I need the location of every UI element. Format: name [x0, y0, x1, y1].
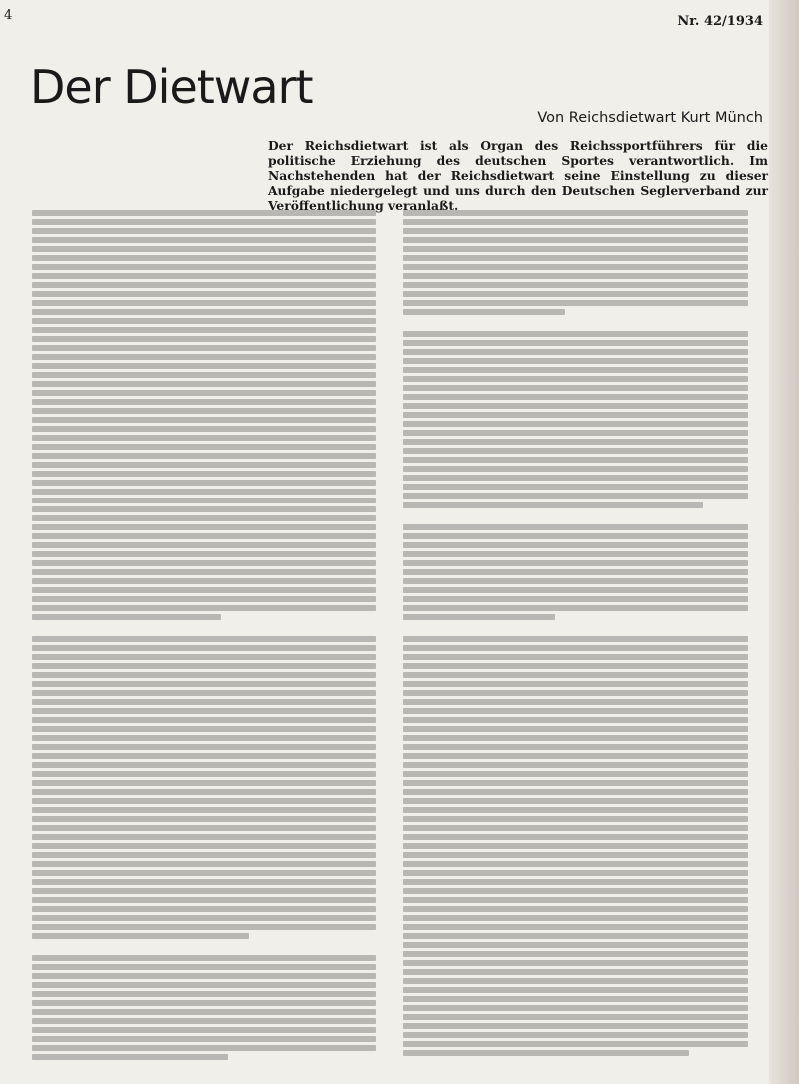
text-line-placeholder	[403, 385, 748, 391]
text-line-placeholder	[32, 210, 376, 216]
text-line-placeholder	[32, 1054, 228, 1060]
text-line-placeholder	[32, 381, 376, 387]
text-line-placeholder	[403, 717, 748, 723]
text-line-placeholder	[32, 291, 376, 297]
text-line-placeholder	[32, 933, 249, 939]
text-line-placeholder	[32, 605, 376, 611]
paragraph-gap	[403, 623, 748, 633]
text-line-placeholder	[403, 273, 748, 279]
text-line-placeholder	[32, 390, 376, 396]
text-line-placeholder	[403, 924, 748, 930]
text-line-placeholder	[32, 587, 376, 593]
text-line-placeholder	[403, 412, 748, 418]
text-line-placeholder	[32, 255, 376, 261]
text-line-placeholder	[403, 255, 748, 261]
text-line-placeholder	[403, 484, 748, 490]
text-line-placeholder	[403, 951, 748, 957]
text-line-placeholder	[32, 578, 376, 584]
text-line-placeholder	[32, 690, 376, 696]
issue-number: Nr. 42/1934	[677, 14, 763, 29]
text-line-placeholder	[403, 587, 748, 593]
text-line-placeholder	[403, 596, 748, 602]
text-line-placeholder	[403, 726, 748, 732]
text-line-placeholder	[32, 1027, 376, 1033]
text-line-placeholder	[32, 372, 376, 378]
text-line-placeholder	[32, 282, 376, 288]
text-line-placeholder	[403, 645, 748, 651]
text-line-placeholder	[403, 897, 748, 903]
text-line-placeholder	[32, 444, 376, 450]
text-line-placeholder	[32, 345, 376, 351]
text-line-placeholder	[403, 502, 703, 508]
text-line-placeholder	[32, 726, 376, 732]
text-line-placeholder	[403, 1032, 748, 1038]
text-line-placeholder	[403, 421, 748, 427]
text-line-placeholder	[403, 789, 748, 795]
text-line-placeholder	[403, 744, 748, 750]
text-line-placeholder	[32, 408, 376, 414]
text-line-placeholder	[403, 798, 748, 804]
text-line-placeholder	[32, 363, 376, 369]
text-line-placeholder	[32, 300, 376, 306]
text-line-placeholder	[403, 699, 748, 705]
text-line-placeholder	[32, 219, 376, 225]
text-line-placeholder	[32, 897, 376, 903]
text-line-placeholder	[32, 924, 376, 930]
paragraph-gap	[403, 318, 748, 328]
text-line-placeholder	[403, 987, 748, 993]
text-line-placeholder	[403, 605, 748, 611]
text-line-placeholder	[403, 394, 748, 400]
text-line-placeholder	[403, 264, 748, 270]
text-line-placeholder	[32, 264, 376, 270]
text-line-placeholder	[403, 807, 748, 813]
text-line-placeholder	[403, 825, 748, 831]
text-line-placeholder	[32, 489, 376, 495]
text-line-placeholder	[403, 282, 748, 288]
text-line-placeholder	[403, 533, 748, 539]
text-line-placeholder	[32, 663, 376, 669]
lead-paragraph: Der Reichsdietwart ist als Organ des Reichssportführers für die politische Erziehung des deutschen Sportes verantwortlich. Im Nachstehenden hat der Reichsdietwart seine Einstellung zu dieser Aufgabe niedergelegt und uns durch den Deutschen Seglerverband zur Veröffentlichung veranlaßt.	[268, 138, 768, 213]
text-line-placeholder	[403, 834, 748, 840]
text-line-placeholder	[403, 493, 748, 499]
text-line-placeholder	[32, 991, 376, 997]
text-line-placeholder	[403, 681, 748, 687]
text-line-placeholder	[32, 228, 376, 234]
text-line-placeholder	[403, 762, 748, 768]
byline: Von Reichsdietwart Kurt Münch	[537, 110, 763, 126]
text-line-placeholder	[403, 228, 748, 234]
text-line-placeholder	[403, 888, 748, 894]
text-line-placeholder	[403, 843, 748, 849]
text-line-placeholder	[403, 1005, 748, 1011]
text-line-placeholder	[32, 1045, 376, 1051]
text-line-placeholder	[403, 403, 748, 409]
text-line-placeholder	[32, 654, 376, 660]
text-line-placeholder	[403, 708, 748, 714]
text-line-placeholder	[403, 753, 748, 759]
text-line-placeholder	[403, 960, 748, 966]
text-line-placeholder	[32, 870, 376, 876]
text-line-placeholder	[403, 816, 748, 822]
text-line-placeholder	[32, 471, 376, 477]
text-line-placeholder	[403, 246, 748, 252]
text-line-placeholder	[403, 551, 748, 557]
text-line-placeholder	[403, 915, 748, 921]
text-line-placeholder	[403, 430, 748, 436]
text-line-placeholder	[403, 210, 748, 216]
text-line-placeholder	[32, 1009, 376, 1015]
text-line-placeholder	[32, 336, 376, 342]
page-number: 4	[4, 8, 13, 23]
paragraph-gap	[32, 942, 376, 952]
text-line-placeholder	[403, 219, 748, 225]
body-column-left	[32, 210, 376, 1060]
text-line-placeholder	[32, 542, 376, 548]
text-line-placeholder	[32, 753, 376, 759]
text-line-placeholder	[403, 542, 748, 548]
text-line-placeholder	[403, 1050, 689, 1056]
text-line-placeholder	[403, 349, 748, 355]
text-line-placeholder	[32, 825, 376, 831]
text-line-placeholder	[32, 735, 376, 741]
text-line-placeholder	[403, 448, 748, 454]
text-line-placeholder	[403, 300, 748, 306]
text-line-placeholder	[32, 309, 376, 315]
text-line-placeholder	[32, 645, 376, 651]
text-line-placeholder	[403, 560, 748, 566]
text-line-placeholder	[32, 789, 376, 795]
text-line-placeholder	[32, 973, 376, 979]
text-line-placeholder	[403, 614, 555, 620]
text-line-placeholder	[403, 331, 748, 337]
text-line-placeholder	[32, 672, 376, 678]
text-line-placeholder	[32, 596, 376, 602]
text-line-placeholder	[403, 340, 748, 346]
text-line-placeholder	[403, 1041, 748, 1047]
text-line-placeholder	[32, 426, 376, 432]
text-line-placeholder	[32, 498, 376, 504]
text-line-placeholder	[32, 964, 376, 970]
text-line-placeholder	[32, 915, 376, 921]
text-line-placeholder	[403, 654, 748, 660]
text-line-placeholder	[32, 798, 376, 804]
text-line-placeholder	[32, 852, 376, 858]
text-line-placeholder	[32, 435, 376, 441]
text-line-placeholder	[403, 861, 748, 867]
text-line-placeholder	[32, 246, 376, 252]
text-line-placeholder	[32, 681, 376, 687]
text-line-placeholder	[32, 453, 376, 459]
text-line-placeholder	[403, 358, 748, 364]
text-line-placeholder	[32, 237, 376, 243]
text-line-placeholder	[32, 614, 221, 620]
text-line-placeholder	[403, 1014, 748, 1020]
text-line-placeholder	[403, 978, 748, 984]
text-line-placeholder	[32, 524, 376, 530]
text-line-placeholder	[403, 996, 748, 1002]
text-line-placeholder	[32, 569, 376, 575]
text-line-placeholder	[32, 780, 376, 786]
text-line-placeholder	[32, 417, 376, 423]
text-line-placeholder	[32, 1036, 376, 1042]
text-line-placeholder	[403, 942, 748, 948]
text-line-placeholder	[32, 480, 376, 486]
text-line-placeholder	[403, 309, 565, 315]
text-line-placeholder	[32, 560, 376, 566]
text-line-placeholder	[32, 1000, 376, 1006]
text-line-placeholder	[32, 861, 376, 867]
text-line-placeholder	[403, 466, 748, 472]
text-line-placeholder	[403, 457, 748, 463]
text-line-placeholder	[403, 578, 748, 584]
text-line-placeholder	[32, 982, 376, 988]
text-line-placeholder	[32, 1018, 376, 1024]
text-line-placeholder	[403, 906, 748, 912]
text-line-placeholder	[403, 524, 748, 530]
text-line-placeholder	[32, 906, 376, 912]
text-line-placeholder	[32, 888, 376, 894]
text-line-placeholder	[403, 439, 748, 445]
text-line-placeholder	[403, 672, 748, 678]
text-line-placeholder	[32, 506, 376, 512]
text-line-placeholder	[403, 780, 748, 786]
text-line-placeholder	[403, 475, 748, 481]
text-line-placeholder	[32, 834, 376, 840]
body-column-right	[403, 210, 748, 1060]
text-line-placeholder	[32, 273, 376, 279]
text-line-placeholder	[32, 551, 376, 557]
paragraph-gap	[32, 623, 376, 633]
text-line-placeholder	[32, 807, 376, 813]
text-line-placeholder	[403, 636, 748, 642]
text-line-placeholder	[32, 955, 376, 961]
text-line-placeholder	[32, 879, 376, 885]
text-line-placeholder	[403, 771, 748, 777]
paragraph-gap	[403, 511, 748, 521]
text-line-placeholder	[32, 699, 376, 705]
text-line-placeholder	[403, 852, 748, 858]
text-line-placeholder	[32, 708, 376, 714]
page-edge-shadow	[769, 0, 799, 1084]
text-line-placeholder	[32, 771, 376, 777]
text-line-placeholder	[403, 969, 748, 975]
text-line-placeholder	[403, 367, 748, 373]
text-line-placeholder	[32, 843, 376, 849]
text-line-placeholder	[32, 327, 376, 333]
text-line-placeholder	[403, 376, 748, 382]
text-line-placeholder	[32, 816, 376, 822]
text-line-placeholder	[32, 762, 376, 768]
text-line-placeholder	[403, 1023, 748, 1029]
text-line-placeholder	[403, 690, 748, 696]
text-line-placeholder	[32, 354, 376, 360]
text-line-placeholder	[403, 735, 748, 741]
text-line-placeholder	[403, 879, 748, 885]
text-line-placeholder	[403, 870, 748, 876]
text-line-placeholder	[403, 237, 748, 243]
text-line-placeholder	[403, 663, 748, 669]
text-line-placeholder	[403, 569, 748, 575]
text-line-placeholder	[32, 399, 376, 405]
text-line-placeholder	[403, 933, 748, 939]
text-line-placeholder	[403, 291, 748, 297]
text-line-placeholder	[32, 533, 376, 539]
text-line-placeholder	[32, 744, 376, 750]
text-line-placeholder	[32, 636, 376, 642]
text-line-placeholder	[32, 318, 376, 324]
headline: Der Dietwart	[30, 60, 313, 114]
text-line-placeholder	[32, 717, 376, 723]
text-line-placeholder	[32, 462, 376, 468]
text-line-placeholder	[32, 515, 376, 521]
